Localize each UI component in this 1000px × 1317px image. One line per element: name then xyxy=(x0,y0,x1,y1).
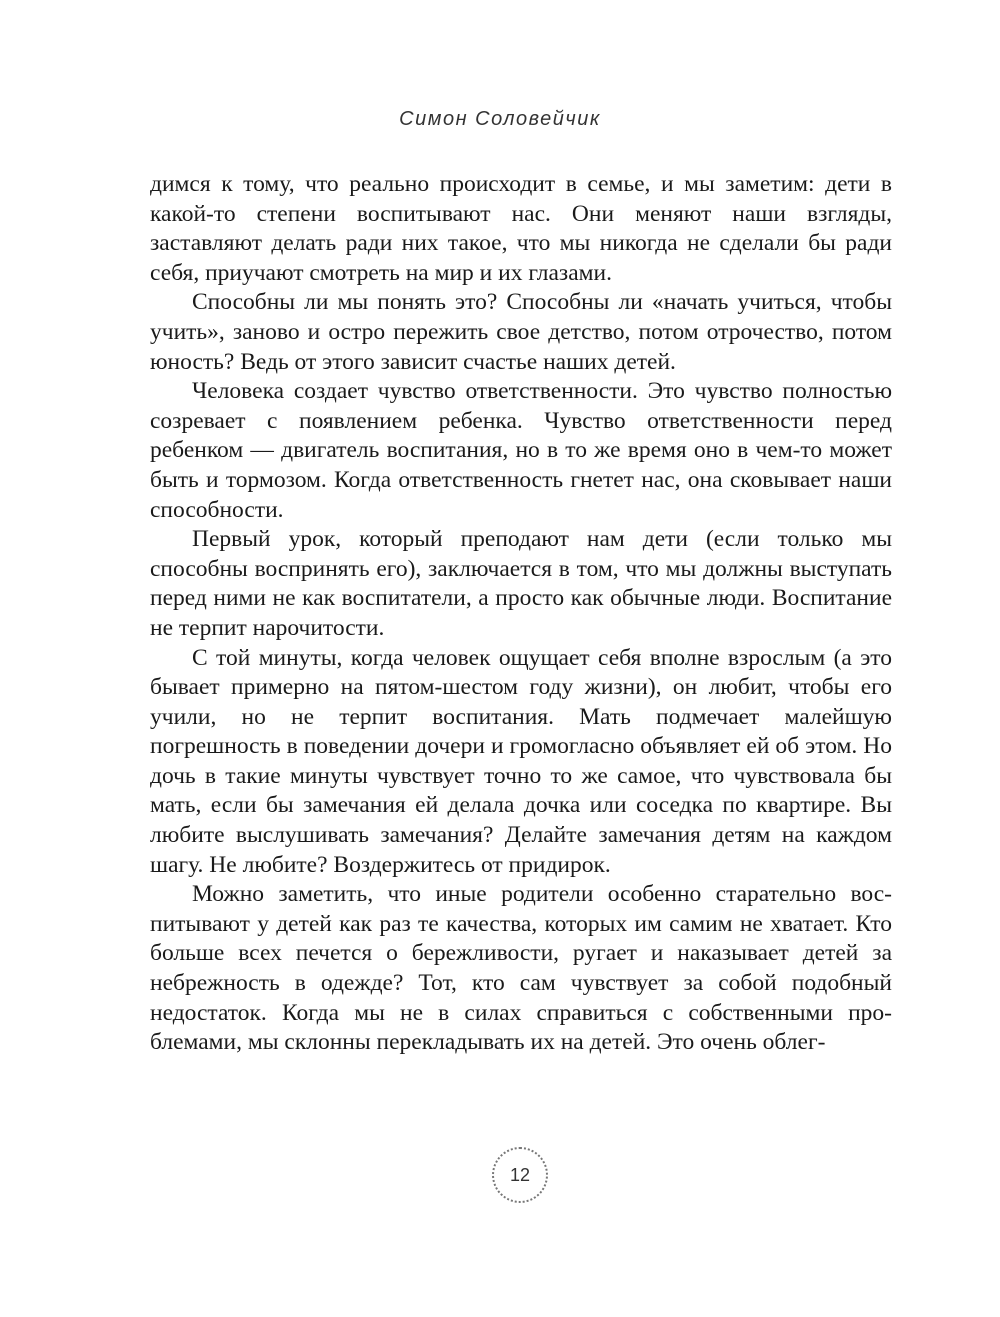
running-head: Симон Соловейчик xyxy=(399,108,601,130)
body-text xyxy=(150,170,892,1058)
paragraph: Способны ли мы понять это? Способны ли «начать учиться, чтобы учить», заново и остро пережить свое детство, потом отрочество, потом юность? Ведь от этого зависит счастье наших детей. xyxy=(150,289,892,375)
page-number: 12 xyxy=(492,1147,548,1203)
paragraph: Человека создает чувство ответственности. Это чувство полностью созревает с появлением ребенка. Чувство ответственности перед ребенком — двигатель воспитания, но в то же время оно в чем-то может быть и тормозом. Когда ответственность гнетет нас, она сковывает наши способности. xyxy=(150,378,892,523)
paragraph: димся к тому, что реально происходит в семье, и мы заметим: дети в какой-то степени воспитывают нас. Они меняют наши взгляды, заставляют делать ради них такое, что мы никогда не сделали бы ради себя, приучают смотреть на мир и их глазами. xyxy=(150,171,892,286)
paragraph: Первый урок, который преподают нам дети (если только мы способны воспринять его), заключается в том, что мы должны выступать перед ними не как воспитатели, а просто как обычные люди. Воспитание не терпит нарочитости. xyxy=(150,526,892,641)
paragraph: С той минуты, когда человек ощущает себя вполне взрослым (а это бывает примерно на пятом-шестом году жизни), он любит, чтобы его учили, но не терпит воспитания. Мать подмечает малейшую погрешность в поведении дочери и громогласно объявляет ей об этом. Но дочь в такие минуты чувствует точно то же самое, что чувствовала бы мать, если бы замечания ей делала дочка или соседка по квартире. Вы любите выслушивать замечания? Делайте замечания детям на каждом шагу. Не любите? Воздержитесь от придирок. xyxy=(150,644,892,878)
paragraph: Можно заметить, что иные родители особенно старательно воспитывают у детей как раз те качества, которых им самим не хватает. Кто больше всех печется о бережливости, ругает и наказывает детей за небрежность в одежде? Тот, кто сам чувствует за собой подобный недостаток. Когда мы не в силах справиться с собственными проблемами, мы склонны перекладывать их на детей. Это очень облег- xyxy=(150,881,892,1056)
